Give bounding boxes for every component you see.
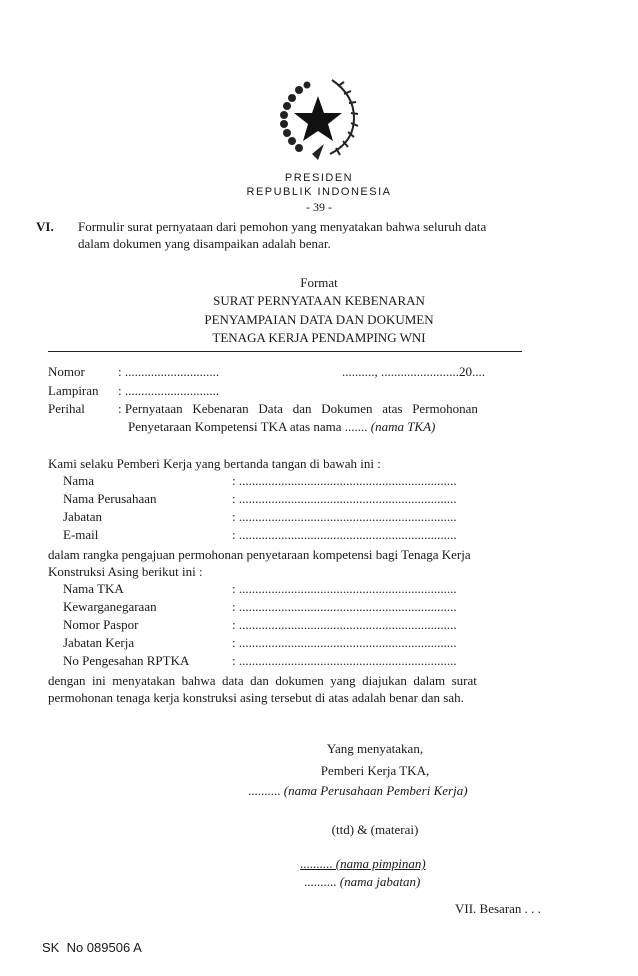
nomor-value: : ............................. xyxy=(118,364,220,379)
footer-code: SK No 089506 A xyxy=(42,940,142,955)
employer-field-label: Nama xyxy=(63,473,95,488)
format-title-line3: TENAGA KERJA PENDAMPING WNI xyxy=(212,330,426,345)
date-place: .........., ........................20.... xyxy=(342,364,485,379)
nomor-label: Nomor xyxy=(48,364,85,379)
header-presiden: PRESIDEN xyxy=(284,172,354,184)
tka-field-value: : ................................................................... xyxy=(232,653,457,668)
page-number: - 39 - xyxy=(306,200,332,214)
tka-field-label: Nama TKA xyxy=(63,581,124,596)
lampiran-value: : ............................. xyxy=(118,383,220,398)
garuda-star-emblem-icon xyxy=(272,70,364,162)
signature-position: .......... (nama jabatan) xyxy=(304,874,421,889)
tka-field-label: Kewarganegaraan xyxy=(63,599,157,614)
signature-line2: Pemberi Kerja TKA, xyxy=(320,763,430,778)
tka-field-label: No Pengesahan RPTKA xyxy=(63,653,190,668)
employer-field-value: : ................................................................... xyxy=(232,491,457,506)
employer-field-label: Jabatan xyxy=(63,509,102,524)
tka-intro-line1: dalam rangka pengajuan permohonan penyetaraan kompetensi bagi Tenaga Kerja xyxy=(48,547,471,562)
header-republik: REPUBLIK INDONESIA xyxy=(246,186,392,198)
tka-intro-line2: Konstruksi Asing berikut ini : xyxy=(48,564,203,579)
lampiran-label: Lampiran xyxy=(48,383,99,398)
employer-field-value: : ................................................................... xyxy=(232,473,457,488)
section-text-line2: dalam dokumen yang disampaikan adalah benar. xyxy=(78,236,331,251)
employer-field-label: E-mail xyxy=(63,527,99,542)
employer-field-value: : ................................................................... xyxy=(232,527,457,542)
tka-field-label: Nomor Paspor xyxy=(63,617,139,632)
employer-field-value: : ................................................................... xyxy=(232,509,457,524)
section-text-line1: Formulir surat pernyataan dari pemohon yang menyatakan bahwa seluruh data xyxy=(78,219,487,234)
statement-line1: dengan ini menyatakan bahwa data dan dokumen yang diajukan dalam surat xyxy=(48,673,477,688)
tka-field-value: : ................................................................... xyxy=(232,581,457,596)
section-numeral: VI. xyxy=(36,219,54,234)
statement-line2: permohonan tenaga kerja konstruksi asing tersebut di atas adalah benar dan sah. xyxy=(48,690,464,705)
signature-leader-name: .......... (nama pimpinan) xyxy=(300,856,426,871)
tka-field-value: : ................................................................... xyxy=(232,617,457,632)
title-divider xyxy=(48,351,522,352)
next-section-label: VII. Besaran . . . xyxy=(455,901,541,916)
tka-field-value: : ................................................................... xyxy=(232,635,457,650)
signature-company: .......... (nama Perusahaan Pemberi Kerja) xyxy=(248,783,468,798)
employer-field-label: Nama Perusahaan xyxy=(63,491,157,506)
perihal-line2: Penyetaraan Kompetensi TKA atas nama ....... (nama TKA) xyxy=(128,419,436,434)
format-label: Format xyxy=(300,275,338,290)
signature-stamp: (ttd) & (materai) xyxy=(331,822,419,837)
employer-intro: Kami selaku Pemberi Kerja yang bertanda tangan di bawah ini : xyxy=(48,456,381,471)
perihal-nama-tka: (nama TKA) xyxy=(370,419,436,434)
tka-field-label: Jabatan Kerja xyxy=(63,635,135,650)
perihal-line1: : Pernyataan Kebenaran Data dan Dokumen atas Permohonan xyxy=(118,401,478,416)
tka-field-value: : ................................................................... xyxy=(232,599,457,614)
perihal-label: Perihal xyxy=(48,401,85,416)
signature-line1: Yang menyatakan, xyxy=(326,741,424,756)
format-title-line2: PENYAMPAIAN DATA DAN DOKUMEN xyxy=(204,312,434,327)
format-title-line1: SURAT PERNYATAAN KEBENARAN xyxy=(213,293,425,308)
